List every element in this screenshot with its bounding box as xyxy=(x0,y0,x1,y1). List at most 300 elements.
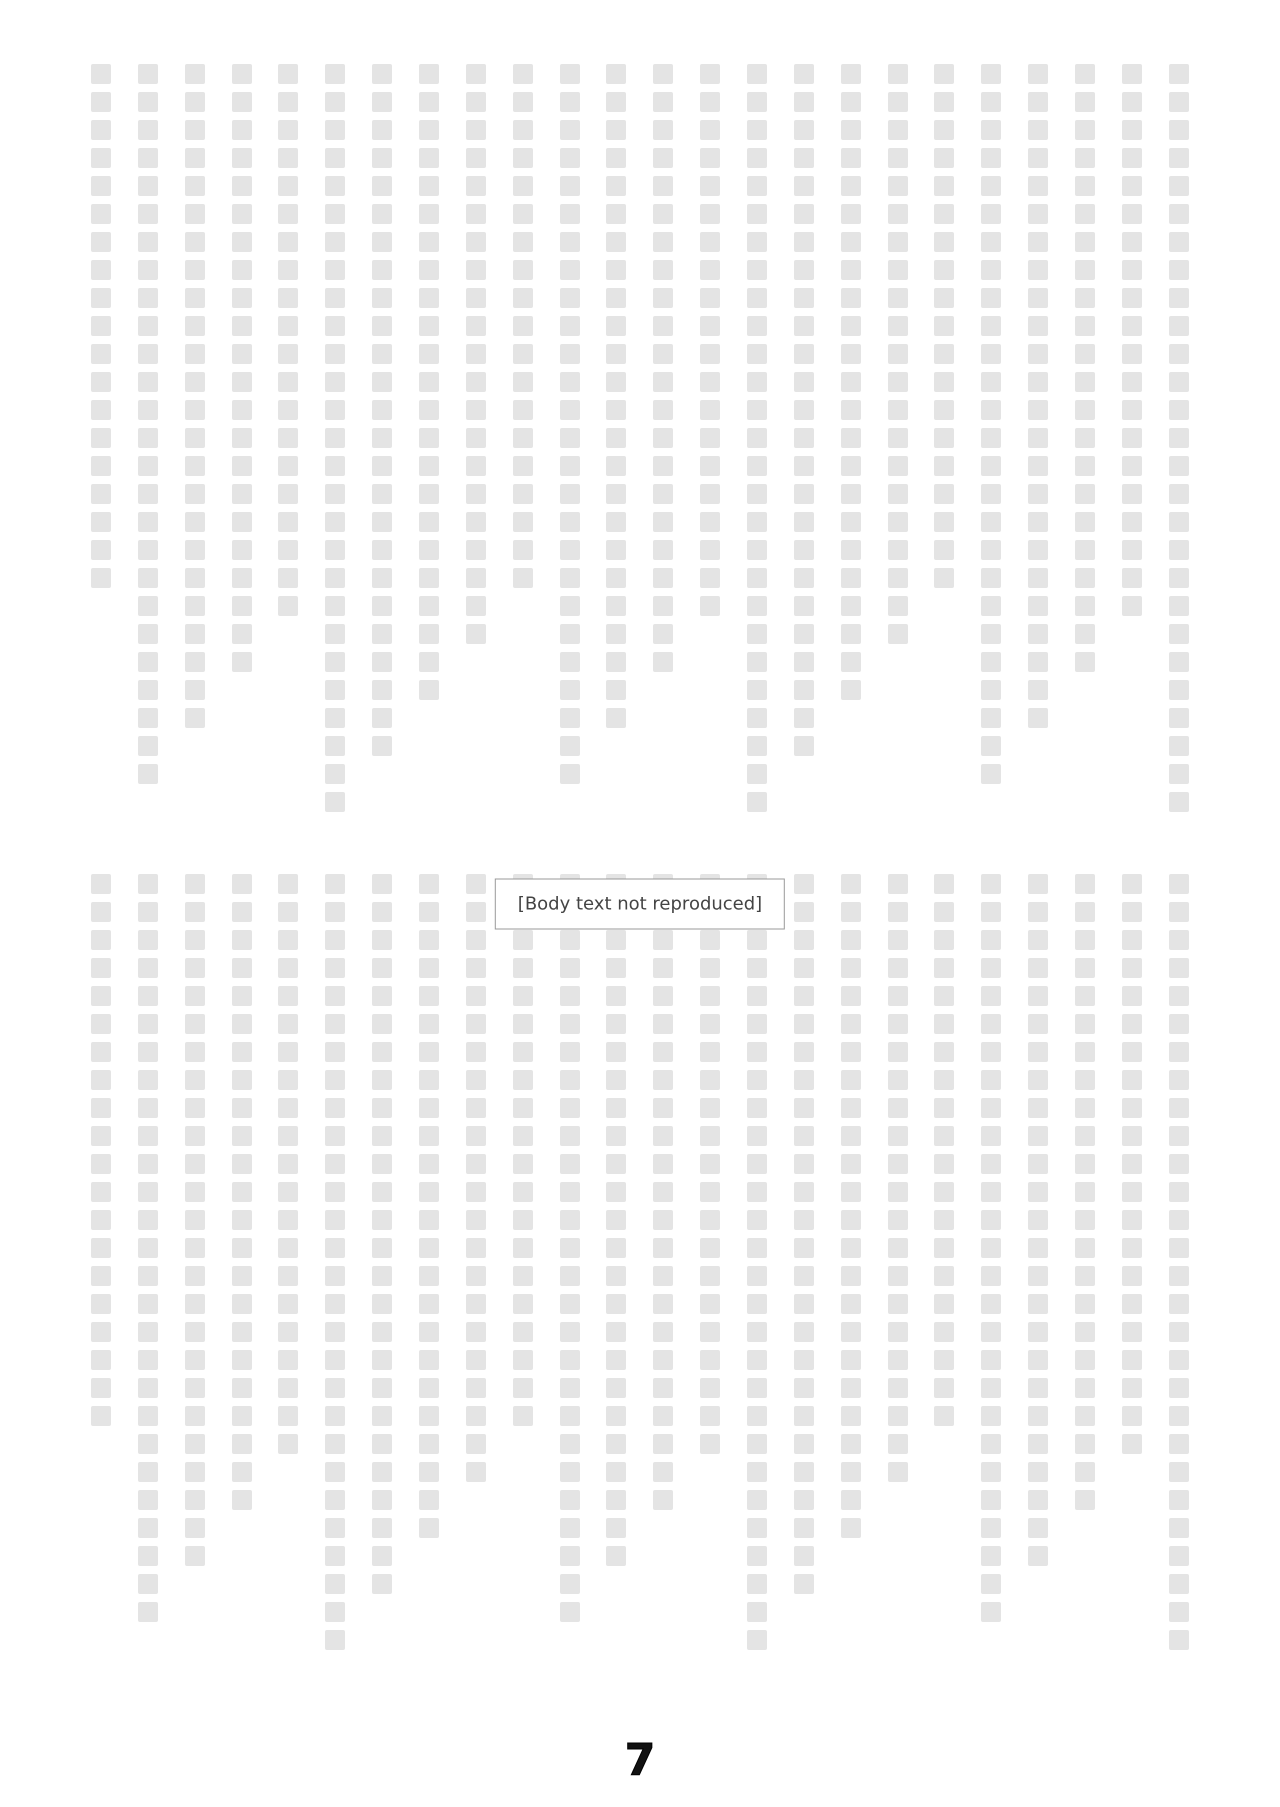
text-placeholder xyxy=(91,1294,111,1314)
text-placeholder xyxy=(278,232,298,252)
text-placeholder xyxy=(560,1294,580,1314)
text-placeholder xyxy=(372,680,392,700)
text-placeholder xyxy=(606,120,626,140)
text-placeholder xyxy=(747,540,767,560)
text-placeholder xyxy=(466,316,486,336)
text-placeholder xyxy=(185,1462,205,1482)
text-placeholder xyxy=(372,484,392,504)
text-placeholder xyxy=(1075,1462,1095,1482)
text-placeholder xyxy=(606,568,626,588)
text-placeholder xyxy=(325,1630,345,1650)
text-placeholder xyxy=(419,958,439,978)
text-column xyxy=(1074,870,1096,1670)
text-placeholder xyxy=(934,428,954,448)
text-placeholder xyxy=(232,1462,252,1482)
text-placeholder xyxy=(747,1294,767,1314)
text-placeholder xyxy=(1028,1406,1048,1426)
text-placeholder xyxy=(372,1322,392,1342)
text-placeholder xyxy=(325,1210,345,1230)
text-placeholder xyxy=(888,148,908,168)
text-placeholder xyxy=(1075,176,1095,196)
text-placeholder xyxy=(794,204,814,224)
text-placeholder xyxy=(1169,344,1189,364)
text-placeholder xyxy=(232,372,252,392)
text-placeholder xyxy=(232,624,252,644)
text-column xyxy=(1168,60,1190,820)
text-placeholder xyxy=(232,1182,252,1202)
text-placeholder xyxy=(794,1182,814,1202)
text-placeholder xyxy=(185,1490,205,1510)
text-placeholder xyxy=(1169,736,1189,756)
text-placeholder xyxy=(794,1014,814,1034)
text-placeholder xyxy=(1122,400,1142,420)
text-placeholder xyxy=(747,568,767,588)
text-placeholder xyxy=(325,92,345,112)
text-placeholder xyxy=(606,652,626,672)
text-placeholder xyxy=(1169,1014,1189,1034)
text-placeholder xyxy=(232,1238,252,1258)
text-placeholder xyxy=(138,902,158,922)
text-placeholder xyxy=(1028,232,1048,252)
text-placeholder xyxy=(841,400,861,420)
text-placeholder xyxy=(606,260,626,280)
text-placeholder xyxy=(91,1182,111,1202)
text-placeholder xyxy=(606,1518,626,1538)
text-placeholder xyxy=(888,1238,908,1258)
text-placeholder xyxy=(1028,428,1048,448)
text-placeholder xyxy=(653,596,673,616)
text-placeholder xyxy=(794,1042,814,1062)
text-placeholder xyxy=(372,986,392,1006)
text-placeholder xyxy=(934,484,954,504)
text-placeholder xyxy=(372,512,392,532)
text-placeholder xyxy=(1075,930,1095,950)
text-placeholder xyxy=(185,1182,205,1202)
text-placeholder xyxy=(653,1098,673,1118)
text-placeholder xyxy=(278,930,298,950)
text-placeholder xyxy=(794,1490,814,1510)
text-placeholder xyxy=(91,1406,111,1426)
text-placeholder xyxy=(232,92,252,112)
text-placeholder xyxy=(794,428,814,448)
text-placeholder xyxy=(934,372,954,392)
text-placeholder xyxy=(372,1182,392,1202)
text-placeholder xyxy=(419,1014,439,1034)
text-placeholder xyxy=(372,1518,392,1538)
text-placeholder xyxy=(653,1350,673,1370)
text-placeholder xyxy=(419,1378,439,1398)
text-placeholder xyxy=(232,1014,252,1034)
text-placeholder xyxy=(185,902,205,922)
text-placeholder xyxy=(419,288,439,308)
text-placeholder xyxy=(138,232,158,252)
text-placeholder xyxy=(91,1098,111,1118)
text-placeholder xyxy=(560,736,580,756)
text-placeholder xyxy=(747,1406,767,1426)
text-placeholder xyxy=(934,512,954,532)
text-placeholder xyxy=(278,428,298,448)
text-placeholder xyxy=(466,874,486,894)
text-placeholder xyxy=(560,400,580,420)
text-placeholder xyxy=(981,1406,1001,1426)
text-placeholder xyxy=(138,344,158,364)
text-placeholder xyxy=(138,958,158,978)
text-placeholder xyxy=(794,708,814,728)
text-placeholder xyxy=(888,456,908,476)
text-placeholder xyxy=(372,736,392,756)
text-placeholder xyxy=(372,1546,392,1566)
text-placeholder xyxy=(606,540,626,560)
text-placeholder xyxy=(653,204,673,224)
text-placeholder xyxy=(185,652,205,672)
text-placeholder xyxy=(606,1042,626,1062)
text-placeholder xyxy=(606,1126,626,1146)
text-placeholder xyxy=(794,1210,814,1230)
text-placeholder xyxy=(700,1182,720,1202)
text-placeholder xyxy=(934,92,954,112)
text-placeholder xyxy=(513,204,533,224)
text-placeholder xyxy=(981,428,1001,448)
text-placeholder xyxy=(1075,568,1095,588)
text-placeholder xyxy=(981,680,1001,700)
text-placeholder xyxy=(138,1378,158,1398)
text-placeholder xyxy=(232,1350,252,1370)
text-placeholder xyxy=(653,1378,673,1398)
text-placeholder xyxy=(1028,1518,1048,1538)
text-placeholder xyxy=(466,1042,486,1062)
text-placeholder xyxy=(606,456,626,476)
text-placeholder xyxy=(372,372,392,392)
text-placeholder xyxy=(794,652,814,672)
text-placeholder xyxy=(419,902,439,922)
text-placeholder xyxy=(700,484,720,504)
text-placeholder xyxy=(747,736,767,756)
text-placeholder xyxy=(419,1126,439,1146)
text-placeholder xyxy=(888,874,908,894)
text-placeholder xyxy=(1169,652,1189,672)
text-placeholder xyxy=(747,1546,767,1566)
text-placeholder xyxy=(1169,596,1189,616)
text-placeholder xyxy=(419,512,439,532)
text-placeholder xyxy=(794,1294,814,1314)
text-placeholder xyxy=(1122,1042,1142,1062)
text-placeholder xyxy=(232,400,252,420)
text-placeholder xyxy=(466,596,486,616)
text-column xyxy=(1168,870,1190,1670)
text-placeholder xyxy=(91,316,111,336)
text-placeholder xyxy=(138,930,158,950)
text-placeholder xyxy=(91,204,111,224)
text-placeholder xyxy=(981,512,1001,532)
text-placeholder xyxy=(278,1406,298,1426)
text-placeholder xyxy=(232,1070,252,1090)
text-placeholder xyxy=(700,456,720,476)
text-placeholder xyxy=(560,1266,580,1286)
text-placeholder xyxy=(700,344,720,364)
text-placeholder xyxy=(185,204,205,224)
text-placeholder xyxy=(700,1042,720,1062)
text-placeholder xyxy=(653,652,673,672)
text-placeholder xyxy=(888,1154,908,1174)
text-placeholder xyxy=(513,1098,533,1118)
text-placeholder xyxy=(981,1574,1001,1594)
text-placeholder xyxy=(700,316,720,336)
text-column xyxy=(699,870,721,1670)
text-placeholder xyxy=(138,568,158,588)
text-placeholder xyxy=(1075,344,1095,364)
text-placeholder xyxy=(981,176,1001,196)
text-placeholder xyxy=(466,1126,486,1146)
text-placeholder xyxy=(981,1070,1001,1090)
text-placeholder xyxy=(1075,624,1095,644)
text-placeholder xyxy=(981,1266,1001,1286)
text-placeholder xyxy=(419,1490,439,1510)
text-placeholder xyxy=(1169,456,1189,476)
text-placeholder xyxy=(232,260,252,280)
text-placeholder xyxy=(934,176,954,196)
text-placeholder xyxy=(372,1042,392,1062)
text-placeholder xyxy=(185,1070,205,1090)
text-placeholder xyxy=(372,1154,392,1174)
text-placeholder xyxy=(934,902,954,922)
text-column xyxy=(512,60,534,820)
text-placeholder xyxy=(981,1546,1001,1566)
text-placeholder xyxy=(372,92,392,112)
text-placeholder xyxy=(1075,316,1095,336)
text-placeholder xyxy=(419,1098,439,1118)
text-placeholder xyxy=(325,428,345,448)
text-placeholder xyxy=(653,958,673,978)
text-placeholder xyxy=(1169,484,1189,504)
text-placeholder xyxy=(747,316,767,336)
text-placeholder xyxy=(1075,232,1095,252)
text-placeholder xyxy=(91,484,111,504)
text-placeholder xyxy=(513,260,533,280)
text-placeholder xyxy=(513,428,533,448)
text-placeholder xyxy=(1028,64,1048,84)
text-placeholder xyxy=(841,1490,861,1510)
text-placeholder xyxy=(1028,958,1048,978)
text-placeholder xyxy=(653,1462,673,1482)
text-placeholder xyxy=(1028,1042,1048,1062)
text-placeholder xyxy=(232,652,252,672)
text-placeholder xyxy=(372,1014,392,1034)
text-placeholder xyxy=(232,204,252,224)
text-placeholder xyxy=(1122,902,1142,922)
text-placeholder xyxy=(700,120,720,140)
text-placeholder xyxy=(232,1378,252,1398)
text-placeholder xyxy=(934,540,954,560)
text-placeholder xyxy=(513,120,533,140)
text-placeholder xyxy=(653,1490,673,1510)
text-placeholder xyxy=(278,344,298,364)
text-placeholder xyxy=(419,120,439,140)
text-placeholder xyxy=(1075,288,1095,308)
text-column xyxy=(1121,60,1143,820)
text-placeholder xyxy=(325,680,345,700)
text-placeholder xyxy=(278,958,298,978)
text-placeholder xyxy=(560,1462,580,1482)
text-placeholder xyxy=(841,1210,861,1230)
text-placeholder xyxy=(1169,1602,1189,1622)
text-placeholder xyxy=(185,512,205,532)
text-placeholder xyxy=(372,1098,392,1118)
text-placeholder xyxy=(747,652,767,672)
text-placeholder xyxy=(513,1294,533,1314)
text-placeholder xyxy=(606,1546,626,1566)
text-placeholder xyxy=(466,624,486,644)
text-placeholder xyxy=(747,1210,767,1230)
text-placeholder xyxy=(1169,1434,1189,1454)
text-placeholder xyxy=(325,64,345,84)
text-placeholder xyxy=(1122,986,1142,1006)
text-column xyxy=(277,60,299,820)
text-placeholder xyxy=(1122,596,1142,616)
text-placeholder xyxy=(1028,148,1048,168)
text-placeholder xyxy=(560,624,580,644)
text-placeholder xyxy=(560,680,580,700)
text-placeholder xyxy=(560,204,580,224)
text-column xyxy=(465,60,487,820)
text-placeholder xyxy=(1028,92,1048,112)
text-placeholder xyxy=(700,1210,720,1230)
text-placeholder xyxy=(513,148,533,168)
text-placeholder xyxy=(278,568,298,588)
text-placeholder xyxy=(560,1182,580,1202)
text-placeholder xyxy=(888,1378,908,1398)
text-placeholder xyxy=(466,456,486,476)
text-placeholder xyxy=(606,624,626,644)
text-placeholder xyxy=(325,1546,345,1566)
text-column xyxy=(746,870,768,1670)
text-placeholder xyxy=(138,1014,158,1034)
text-placeholder xyxy=(653,1154,673,1174)
text-column xyxy=(605,60,627,820)
text-placeholder xyxy=(325,1462,345,1482)
text-placeholder xyxy=(1028,1070,1048,1090)
text-placeholder xyxy=(1122,1322,1142,1342)
text-placeholder xyxy=(934,1238,954,1258)
text-placeholder xyxy=(1122,204,1142,224)
text-placeholder xyxy=(560,1014,580,1034)
text-placeholder xyxy=(794,316,814,336)
text-placeholder xyxy=(653,1014,673,1034)
text-placeholder xyxy=(1028,1462,1048,1482)
text-placeholder xyxy=(841,176,861,196)
text-placeholder xyxy=(138,624,158,644)
text-placeholder xyxy=(185,540,205,560)
text-column xyxy=(1027,870,1049,1670)
text-placeholder xyxy=(1169,1294,1189,1314)
text-placeholder xyxy=(700,512,720,532)
text-placeholder xyxy=(1122,428,1142,448)
text-placeholder xyxy=(1122,1098,1142,1118)
text-placeholder xyxy=(981,92,1001,112)
text-placeholder xyxy=(1075,1322,1095,1342)
text-placeholder xyxy=(513,1322,533,1342)
text-placeholder xyxy=(560,484,580,504)
text-placeholder xyxy=(278,1154,298,1174)
text-placeholder xyxy=(606,148,626,168)
text-placeholder xyxy=(981,986,1001,1006)
text-column xyxy=(418,870,440,1670)
text-column xyxy=(418,60,440,820)
text-column xyxy=(231,870,253,1670)
text-placeholder xyxy=(888,1294,908,1314)
text-placeholder xyxy=(1075,902,1095,922)
text-placeholder xyxy=(653,624,673,644)
text-placeholder xyxy=(325,400,345,420)
text-placeholder xyxy=(606,1406,626,1426)
text-placeholder xyxy=(794,1518,814,1538)
text-placeholder xyxy=(278,92,298,112)
text-placeholder xyxy=(653,484,673,504)
text-placeholder xyxy=(325,1014,345,1034)
text-placeholder xyxy=(934,1406,954,1426)
text-column xyxy=(512,870,534,1670)
text-column xyxy=(746,60,768,820)
text-placeholder xyxy=(232,568,252,588)
text-placeholder xyxy=(888,120,908,140)
text-placeholder xyxy=(747,456,767,476)
text-placeholder xyxy=(606,1434,626,1454)
text-placeholder xyxy=(91,874,111,894)
text-placeholder xyxy=(747,92,767,112)
text-placeholder xyxy=(325,148,345,168)
text-placeholder xyxy=(1122,1350,1142,1370)
text-placeholder xyxy=(1169,1350,1189,1370)
text-placeholder xyxy=(888,232,908,252)
text-placeholder xyxy=(419,1294,439,1314)
text-placeholder xyxy=(466,930,486,950)
text-placeholder xyxy=(466,176,486,196)
text-placeholder xyxy=(1028,1378,1048,1398)
text-placeholder xyxy=(934,64,954,84)
text-placeholder xyxy=(325,176,345,196)
text-placeholder xyxy=(325,1378,345,1398)
text-placeholder xyxy=(232,232,252,252)
text-placeholder xyxy=(185,1210,205,1230)
text-placeholder xyxy=(841,1126,861,1146)
text-placeholder xyxy=(138,400,158,420)
text-placeholder xyxy=(1075,148,1095,168)
text-placeholder xyxy=(278,1266,298,1286)
text-placeholder xyxy=(419,344,439,364)
text-placeholder xyxy=(1075,1126,1095,1146)
text-column xyxy=(605,870,627,1670)
text-placeholder xyxy=(278,1182,298,1202)
text-placeholder xyxy=(91,1350,111,1370)
text-placeholder xyxy=(185,568,205,588)
text-placeholder xyxy=(981,148,1001,168)
text-placeholder xyxy=(700,1070,720,1090)
text-placeholder xyxy=(1122,930,1142,950)
text-placeholder xyxy=(1122,1070,1142,1090)
text-placeholder xyxy=(1169,64,1189,84)
text-placeholder xyxy=(606,428,626,448)
text-placeholder xyxy=(1028,1434,1048,1454)
text-placeholder xyxy=(1028,288,1048,308)
text-placeholder xyxy=(325,1322,345,1342)
text-placeholder xyxy=(372,958,392,978)
text-placeholder xyxy=(466,1266,486,1286)
text-placeholder xyxy=(419,1434,439,1454)
text-placeholder xyxy=(981,1378,1001,1398)
text-placeholder xyxy=(934,930,954,950)
text-placeholder xyxy=(1028,344,1048,364)
text-placeholder xyxy=(981,1154,1001,1174)
text-placeholder xyxy=(466,1238,486,1258)
